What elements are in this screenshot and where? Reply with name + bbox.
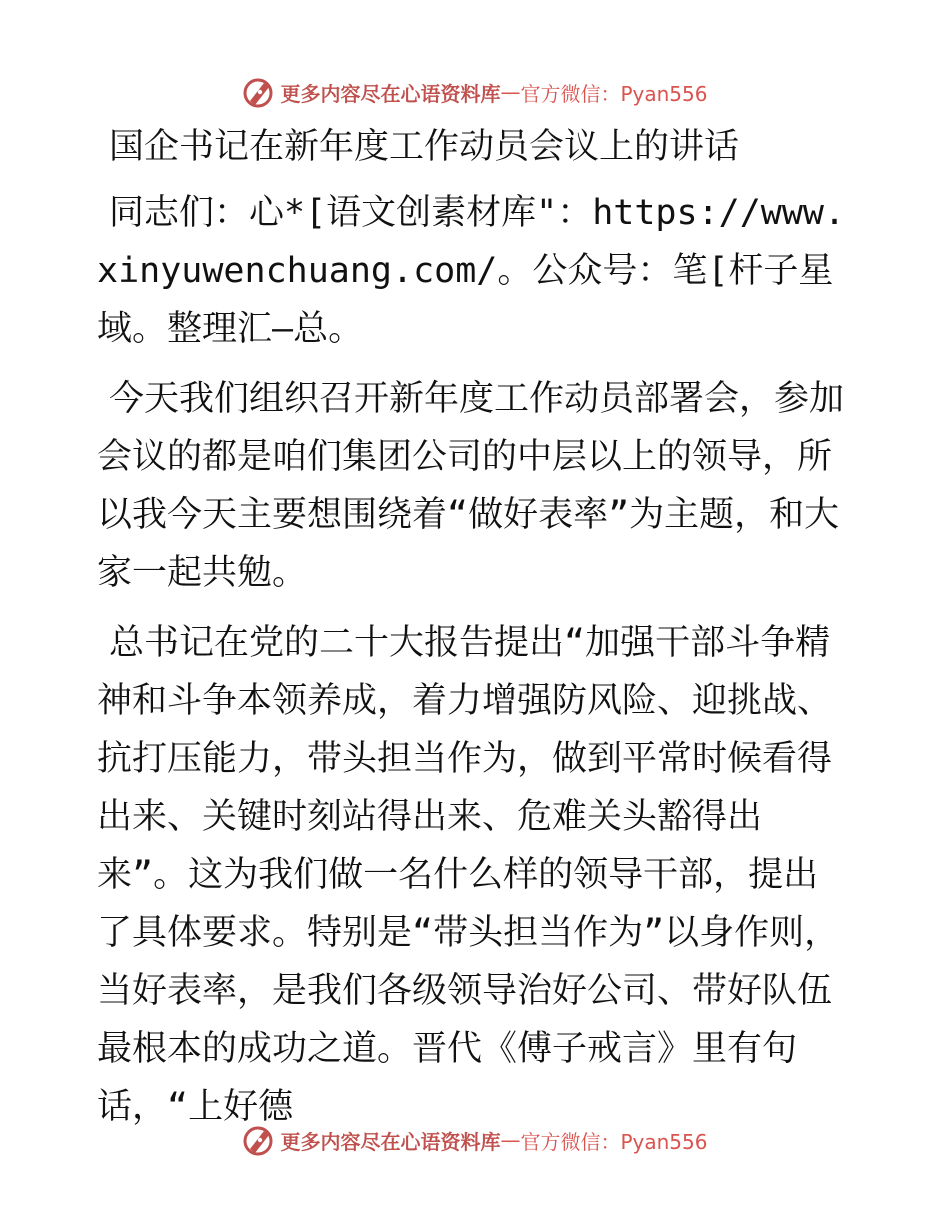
document-title: 国企书记在新年度工作动员会议上的讲话 [109, 127, 740, 167]
pen-nib-circle-icon [242, 1123, 276, 1157]
paragraph: 总书记在党的二十大报告提出“加强干部斗争精神和斗争本领养成，着力增强防风险、迎挑战、抗打压能力，带头担当作为，做到平常时候看得出来、关键时刻站得出来、危难关头豁得出来”。这为我们做一名什么样的领导干部，提出了具体要求。特别是“带头担当作为”以身作则，当好表率，是我们各级领导治好公司、带好队伍最根本的成功之道。晋代《傅子戒言》里有句话，“上好德 [97, 623, 840, 1127]
banner-dash: — [500, 1128, 521, 1152]
pen-nib-circle-icon [242, 75, 276, 109]
paragraph: 今天我们组织召开新年度工作动员部署会，参加会议的都是咱们集团公司的中层以上的领导，所以我今天主要想围绕着“做好表率”为主题，和大家一起共勉。 [97, 379, 845, 593]
header-watermark-banner [0, 72, 950, 112]
banner-main-text: 更多内容尽在心语资料库 [280, 81, 501, 106]
banner-wechat-text: 官方微信：Pyan556 [520, 1129, 708, 1154]
paragraph: 同志们：心*[语文创素材库"：https://www.xinyuwenchuang.com/。公众号：笔[杆子星域。整理汇—总。 [97, 193, 846, 349]
banner-main-text: 更多内容尽在心语资料库 [280, 1129, 501, 1154]
document-body [97, 118, 853, 1148]
banner-dash: — [500, 80, 521, 104]
footer-watermark-banner [0, 1120, 950, 1160]
banner-wechat-text: 官方微信：Pyan556 [520, 81, 708, 106]
